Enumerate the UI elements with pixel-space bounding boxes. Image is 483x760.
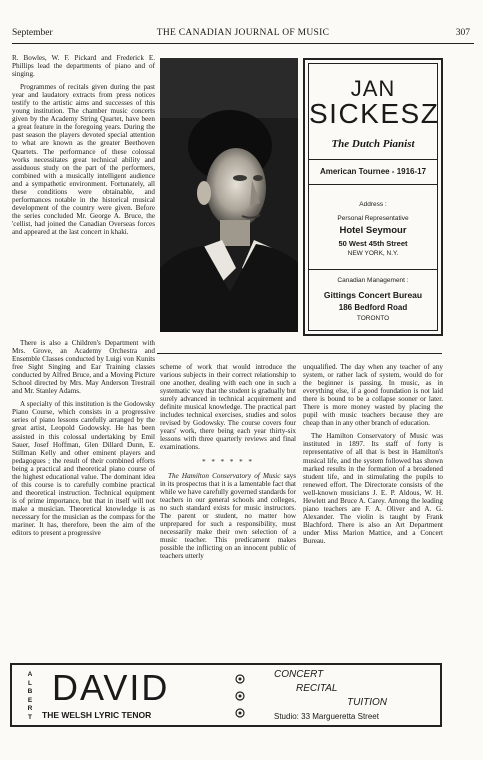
paragraph: R. Bowles, W. F. Pickard and Frederick E. Phillips lead the departments of piano and of singing. — [12, 54, 155, 79]
header-journal-title: THE CANADIAN JOURNAL OF MUSIC — [156, 28, 330, 38]
paragraph: unqualified. The day when any teacher of any system, or rather lack of system, would do for the beginner is passing. In music, as in everything else, if a good foundation is not laid there is bound to be a collapse sooner or later. There is more money wasted by placing the pupil with music teachers because they are cheap than in any other branch of education. — [303, 363, 443, 428]
ad-rep-label: Personal Representative — [337, 215, 409, 222]
header-rule — [12, 43, 474, 44]
section-rule — [157, 353, 442, 354]
letter: R — [27, 705, 33, 712]
ad-city: NEW YORK, N.Y. — [347, 250, 399, 257]
ad-studio-address: Studio: 33 Margueretta Street — [274, 712, 379, 721]
ad-divider — [309, 269, 437, 270]
ad-address-label: Address : — [359, 201, 387, 208]
ad-subtitle: The Dutch Pianist — [331, 138, 415, 150]
section-separator-stars: * * * * * * — [202, 457, 254, 466]
ad-divider — [309, 184, 437, 185]
ad-line-tuition: TUITION — [347, 697, 387, 708]
ad-divider — [309, 159, 437, 160]
paragraph: scheme of work that would introduce the various subjects in their correct relationship to one another, dealing with each one in such a systematic way that the student is gradually but surely advanced in technical acquirement and definite musical knowledge. The practical part includes technical exercises, studies and solos revised by Godowsky. The course covers four years' work, there being each year thirty-six lessons with three quarterly reviews and final examinations. — [160, 363, 296, 452]
portrait-photo — [160, 58, 298, 332]
header-month: September — [12, 28, 53, 38]
letter: T — [28, 713, 32, 721]
ad-first-name: JAN — [350, 76, 396, 101]
column-3 — [303, 363, 443, 641]
paragraph: There is also a Children's Department with Mrs. Grove, an Academy Orchestra and Ensemble Classes conducted by Luigi von Kunits free Sight Singing and Ear Training classes conducted by Alfred Bruce, and a Moving Picture School directed by Mrs. May Anderson Trestrail and Mr. Stanley Adams. — [12, 339, 155, 396]
ad-tour-line: American Tournee - 1916-17 — [319, 167, 427, 176]
paragraph: The Hamilton Conservatory of Music was instituted in 1897. Its staff of forty is representative of all that is best in Hamilton's musical life, and the system followed has shown marked results in the formation of a broadened student life, and in stimulating the pupils to renewed effort. The Directorate consists of the well-known musicians J. E. P. Aldous, W. H. Hewlett and Bruce A. Carey. Among the leading piano teachers are F. A. Oliver and A. G. Alexander. The violin is taught by Frank Blachford. There is also an Art Department under Miss Marion Mattice, and a Concert Bureau. — [303, 432, 443, 545]
letter: A — [27, 671, 33, 678]
ad-last-name: SICKESZ — [309, 98, 440, 129]
header-page-number: 307 — [455, 28, 470, 38]
sickesz-advertisement — [303, 58, 443, 336]
ad-bureau-city: TORONTO — [356, 315, 390, 322]
paragraph-text: says in its prospectus that it is a lamentable fact that while we have carefully governed standards for teachers in our general schools and colleges, no such standard exists for music instructors. The parent or student, no matter how unprepared for such a responsibility, must necessarily make their own selection of a music teacher. This predicament makes possible the inflicting on an innocent public of teachers utterly — [160, 471, 296, 561]
ad-street: 50 West 45th Street — [338, 239, 408, 248]
ad-bureau: Gittings Concert Bureau — [323, 290, 423, 300]
italic-institution-name: The Hamilton Conservatory of Music — [168, 471, 281, 480]
column-1-top — [12, 54, 155, 334]
ad-singer-name: DAVID — [52, 667, 170, 708]
paragraph: A specialty of this institution is the Godowsky Piano Course, which consists in a progressive series of piano lessons carefully arranged by the great artist, Leopold Godowsky. He has been assisted in this colossal undertaking by Emil Sauer, Josef Hoffman, Glen Dillard Dunn, E. Stillman Kelly and other eminent players and pedagogues ; the result of their combined efforts being a practical and theoretical piano course of the highest educational value. The dominant idea of this course is to carefully combine practical and theoretical instruction. Technical equipment is of prime importance, but that in itself will not make a musician. Theoretical knowledge is as necessary for the musician as the compass for the mariner. It has, therefore, been the aim of the editors to present a progressive — [12, 400, 155, 538]
paragraph: Programmes of recitals given during the past year and laudatory extracts from press notices testify to the artistic aims and successes of this young institution. The chamber music concerts given by the Academy String Quartet, have been a great feature in the foregoing years. During the past season the players devoted special attention to what are known as the greater Beethoven Quartets. The performance of these colossal works necessitates great technical ability and assiduous study on the part of the performers, combined with a musically intelligent audience and a sympathetic environment. Fortunately, all these conditions were obtainable, and performances notable in the historical musical development of the country were given. Before the series concluded Mr. George A. Bruce, the 'cellist, had joined the Canadian Overseas forces and appeared at the last concert in khaki. — [12, 83, 155, 236]
column-2 — [160, 363, 296, 641]
david-advertisement — [10, 663, 442, 727]
column-1-bottom — [12, 339, 155, 641]
running-header — [12, 26, 474, 42]
ornament-icon — [234, 673, 246, 719]
ad-singer-subtitle: THE WELSH LYRIC TENOR — [42, 710, 152, 720]
letter: L — [28, 679, 32, 687]
ad-bureau-street: 186 Bedford Road — [338, 303, 408, 312]
ad-line-concert: CONCERT — [274, 669, 324, 680]
letter: B — [27, 688, 33, 695]
paragraph — [160, 472, 296, 561]
ad-first-name-vertical — [26, 671, 34, 722]
ad-management-label: Canadian Management : — [337, 277, 409, 284]
ad-hotel: Hotel Seymour — [339, 225, 407, 236]
ad-line-recital: RECITAL — [296, 683, 338, 694]
letter: E — [27, 696, 33, 704]
